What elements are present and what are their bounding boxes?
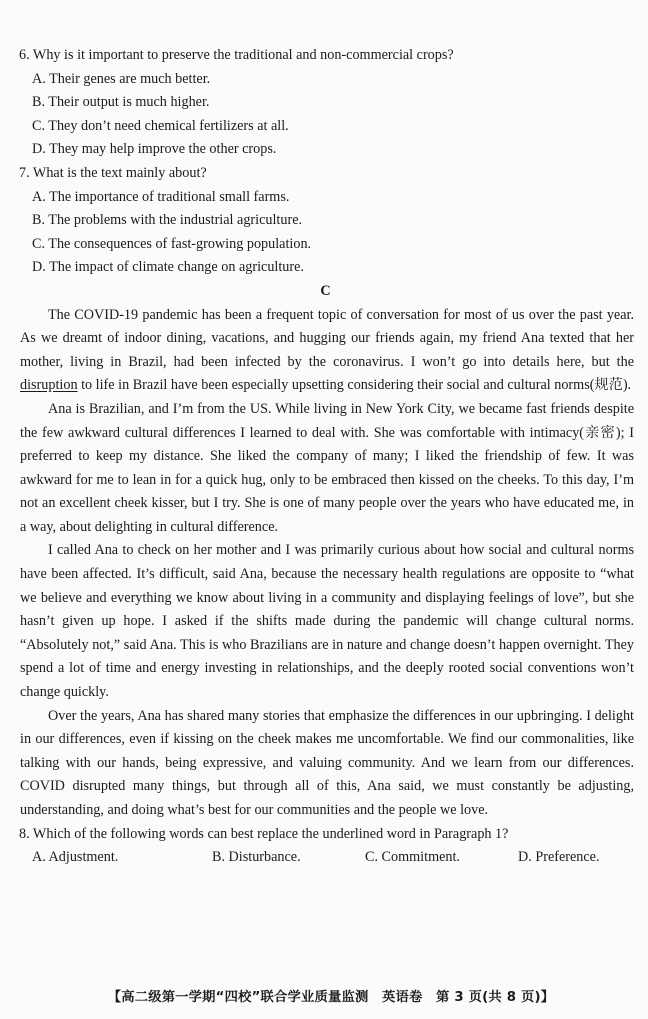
passage-paragraph-1 [13,304,635,398]
q6-option-c: C. They don’t need chemical fertilizers at all. [32,117,289,134]
question-8: 8. Which of the following words can best replace the underlined word in Paragraph 1? [19,825,509,842]
page-footer: 【高二级第一学期“四校”联合学业质量监测 英语卷 第 3 页(共 8 页)】 [107,990,555,1005]
q8-option-c: C. Commitment. [365,849,460,866]
q7-option-c: C. The consequences of fast-growing population. [32,235,312,252]
q7-option-a: A. The importance of traditional small farms. [32,188,290,205]
q7-option-d: D. The impact of climate change on agriculture. [32,259,304,276]
q6-option-d: D. They may help improve the other crops. [32,141,277,158]
q8-option-b: B. Disturbance. [212,849,301,866]
q6-option-b: B. Their output is much higher. [32,94,210,111]
q6-option-a: A. Their genes are much better. [32,70,211,87]
passage-paragraph-4: Over the years, Ana has shared many stories that emphasize the differences in our upbringing. I delight in our differences, even if kissing on the cheek makes me uncomfortable. We find our commonalities, like talking with our hands, being expressive, and valuing community. And we learn from our differences. COVID disrupted many things, but through all of this, Ana said, we must constantly be adjusting, understanding, and doing what’s best for our communities and the people we love. [20,707,634,818]
q8-options-row [13,846,635,870]
q7-option-b: B. The problems with the industrial agriculture. [32,212,303,229]
passage-paragraph-2: Ana is Brazilian, and I’m from the US. While living in New York City, we became fast friends despite the few awkward cultural differences I learned to deal with. She was comfortable with intimacy(亲密); I preferred to keep my distance. She liked the company of many; I liked the friendship of few. It was awkward for me to lean in for a quick hug, only to be embraced then kissed on the cheeks. To this day, I’m not an excellent cheek kisser, but I try. She is one of many people over the years who have educated me, in a way, about delighting in cultural difference. [20,400,634,535]
q8-option-a: A. Adjustment. [32,849,119,866]
q8-option-d: D. Preference. [518,849,600,866]
paragraph-1-text-end: to life in Brazil have been especially upsetting considering their social and cultural norms(规范). [77,377,632,394]
section-heading: C [320,282,331,299]
paragraph-1-text-start: The COVID-19 pandemic has been a frequent topic of conversation for most of us over the past year. As we dreamt of indoor dining, vacations, and hugging our friends again, my friend Ana texted that her mother, living in Brazil, had been infected by the coronavirus. I won’t go into details here, but the [20,306,634,370]
underlined-word: disruption [20,377,78,394]
passage-paragraph-3: I called Ana to check on her mother and I was primarily curious about how social and cultural norms have been affected. It’s difficult, said Ana, because the necessary health regulations are opposite to “what we believe and everything we know about living in a community and displaying feelings of love”, but she hasn’t given up hope. I asked if the shifts made during the pandemic will change cultural norms. “Absolutely not,” said Ana. This is who Brazilians are in nature and change doesn’t happen overnight. They spend a lot of time and energy investing in relationships, and the deeply rooted social conventions won’t change quickly. [20,542,634,701]
question-7: 7. What is the text mainly about? [19,164,207,181]
question-6: 6. Why is it important to preserve the traditional and non-commercial crops? [19,47,454,63]
